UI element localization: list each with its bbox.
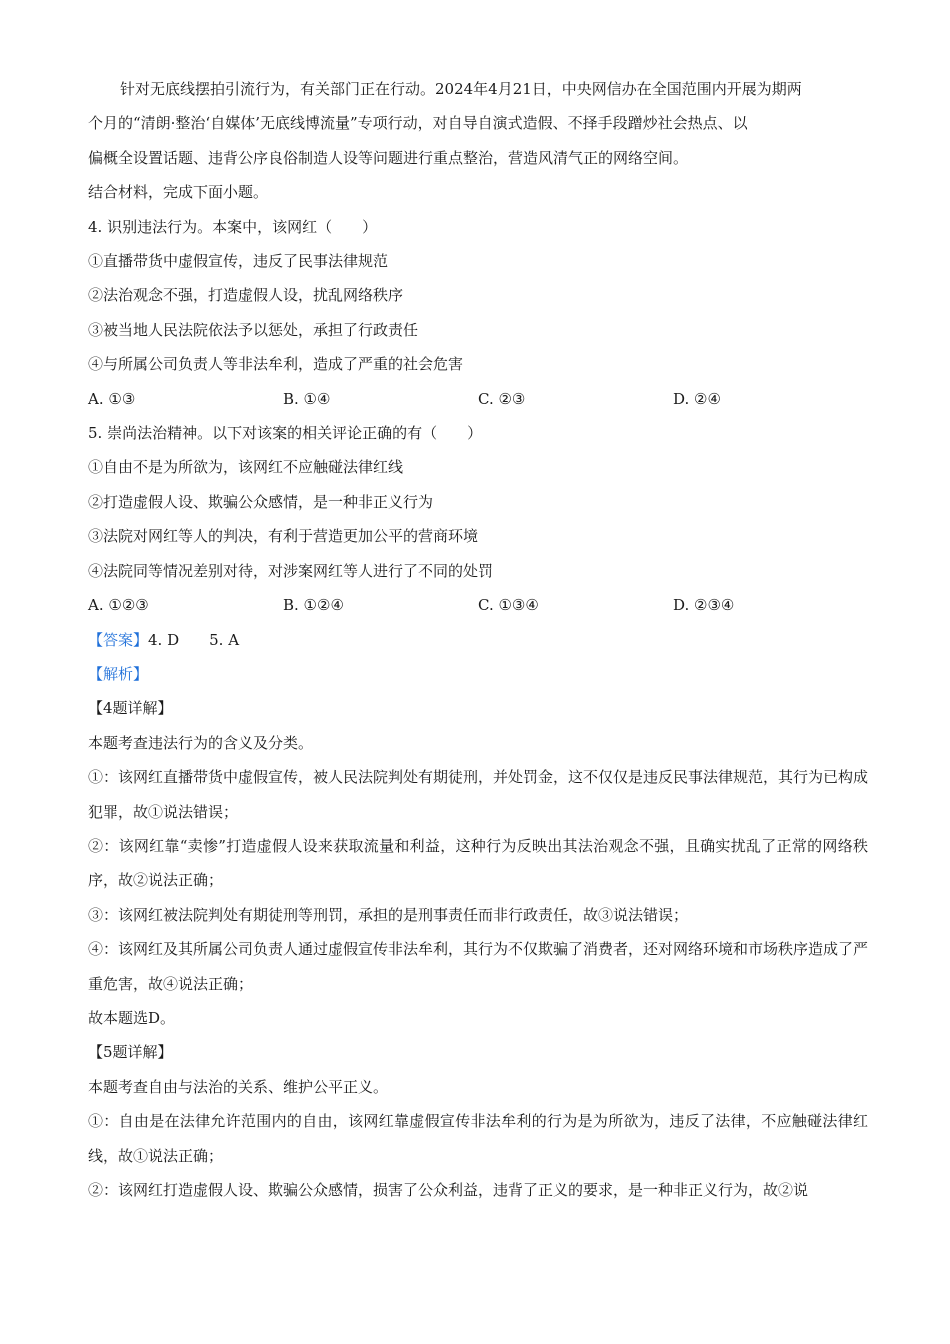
q4-stem: 4. 识别违法行为。本案中，该网红（ ）	[88, 217, 378, 236]
q4-option-b: B. ①④	[283, 389, 331, 408]
q4-detail-point-3: ③：该网红被法院判处有期徒刑等刑罚，承担的是刑事责任而非行政责任，故③说法错误；	[88, 905, 689, 924]
document-page	[88, 72, 868, 1207]
q5-item-4: ④法院同等情况差别对待，对涉案网红等人进行了不同的处罚	[88, 561, 494, 580]
q4-detail-conclusion: 故本题选D。	[88, 1008, 176, 1027]
q5-item-3: ③法院对网红等人的判决，有利于营造更加公平的营商环境	[88, 527, 479, 546]
intro-line-3: 偏概全设置话题、违背公序良俗制造人设等问题进行重点整治，营造风清气正的网络空间。	[88, 148, 689, 167]
q5-detail-header: 【5题详解】	[88, 1043, 173, 1062]
q5-detail-point-2: ②：该网红打造虚假人设、欺骗公众感情，损害了公众利益，违背了正义的要求，是一种非正义行为，故②说	[88, 1181, 809, 1199]
intro-line-1: 针对无底线摆拍引流行为，有关部门正在行动。2024年4月21日，中央网信办在全国范围内开展为期两	[120, 80, 802, 98]
q4-detail-intro: 本题考查违法行为的含义及分类。	[88, 733, 314, 752]
q4-detail-point-1: ①：该网红直播带货中虚假宣传，被人民法院判处有期徒刑，并处罚金，这不仅仅是违反民事法律规范，其行为已构成犯罪，故①说法错误；	[88, 768, 869, 821]
answer-tag: 【答案】	[88, 630, 149, 649]
q5-stem: 5. 崇尚法治精神。以下对该案的相关评论正确的有（ ）	[88, 424, 483, 443]
instruction: 结合材料，完成下面小题。	[88, 183, 269, 202]
q4-detail-point-4: ④：该网红及其所属公司负责人通过虚假宣传非法牟利，其行为不仅欺骗了消费者，还对网络环境和市场秩序造成了严重危害，故④说法正确；	[88, 940, 869, 993]
q4-option-a: A. ①③	[88, 389, 136, 408]
q5-option-d: D. ②③④	[673, 596, 735, 615]
q4-options	[88, 382, 868, 416]
q5-item-1: ①自由不是为所欲为，该网红不应触碰法律红线	[88, 458, 404, 477]
q5-options	[88, 588, 868, 622]
answer-line	[88, 623, 868, 657]
analysis-tag: 【解析】	[88, 664, 149, 683]
q5-option-c: C. ①③④	[478, 596, 539, 615]
q4-option-c: C. ②③	[478, 389, 526, 408]
q5-detail-point-1: ①：自由是在法律允许范围内的自由，该网红靠虚假宣传非法牟利的行为是为所欲为，违反了法律，不应触碰法律红线，故①说法正确；	[88, 1112, 868, 1165]
intro-line-2: 个月的“清朗·整治‘自媒体’无底线博流量”专项行动，对自导自演式造假、不择手段蹭炒社会热点、以	[88, 114, 748, 133]
q5-detail-intro: 本题考查自由与法治的关系、维护公平正义。	[88, 1077, 389, 1096]
q4-detail-point-2: ②：该网红靠“卖惨”打造虚假人设来获取流量和利益，这种行为反映出其法治观念不强，且确实扰乱了正常的网络秩序，故②说法正确；	[88, 836, 868, 890]
q4-option-d: D. ②④	[673, 389, 721, 408]
q4-item-4: ④与所属公司负责人等非法牟利，造成了严重的社会危害	[88, 355, 464, 374]
q5-item-2: ②打造虚假人设、欺骗公众感情，是一种非正义行为	[88, 492, 434, 511]
q4-item-3: ③被当地人民法院依法予以惩处，承担了行政责任	[88, 320, 419, 339]
q4-item-2: ②法治观念不强，打造虚假人设，扰乱网络秩序	[88, 286, 404, 305]
q4-detail-header: 【4题详解】	[88, 699, 173, 718]
q5-option-a: A. ①②③	[88, 596, 149, 615]
q5-option-b: B. ①②④	[283, 596, 344, 615]
answer-text: 4. D 5. A	[148, 630, 240, 649]
q4-item-1: ①直播带货中虚假宣传，违反了民事法律规范	[88, 252, 389, 271]
